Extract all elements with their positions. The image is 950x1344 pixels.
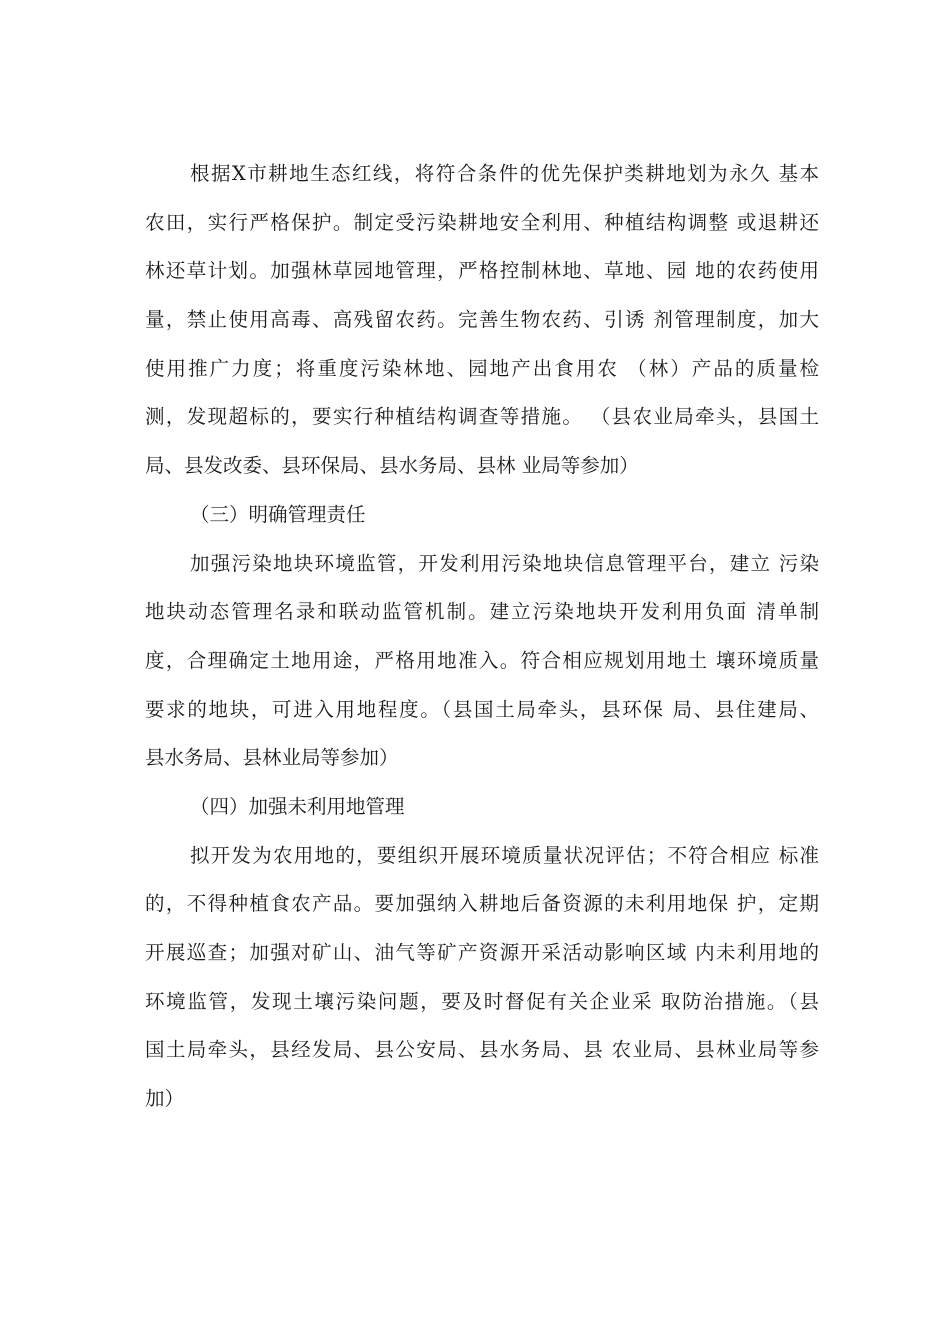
paragraph-line: 国土局牵头，县经发局、县公安局、县水务局、县 农业局、县林业局等参 xyxy=(145,1038,819,1062)
paragraph-line: 农田，实行严格保护。制定受污染耕地安全利用、种植结构调整 或退耕还 xyxy=(145,210,819,234)
paragraph-contaminated-land xyxy=(145,540,819,783)
section-heading-unused-land: （四）加强未利用地管理 xyxy=(190,794,405,818)
paragraph-line: 使用推广力度；将重度污染林地、园地产出食用农 （林）产品的质量检 xyxy=(145,356,819,380)
paragraph-line: 测，发现超标的，要实行种植结构调查等措施。 （县农业局牵头，县国土 xyxy=(145,405,819,429)
paragraph-line: 开展巡查；加强对矿山、油气等矿产资源开采活动影响区域 内未利用地的 xyxy=(145,941,819,964)
paragraph-line: 度，合理确定土地用途，严格用地准入。符合相应规划用地土 壤环境质量 xyxy=(145,648,819,672)
paragraph-unused-land xyxy=(145,832,819,1124)
paragraph-line: 要求的地块，可进入用地程度。（县国土局牵头，县环保 局、县住建局、 xyxy=(145,697,819,721)
paragraph-line: 的，不得种植食农产品。要加强纳入耕地后备资源的未利用地保 护，定期 xyxy=(145,892,819,916)
paragraph-line: 拟开发为农用地的，要组织开展环境质量状况评估；不符合相应 标准 xyxy=(190,843,819,867)
paragraph-line: 地块动态管理名录和联动监管机制。建立污染地块开发利用负面 清单制 xyxy=(145,600,819,624)
paragraph-farmland-protection xyxy=(145,150,819,491)
paragraph-line: 环境监管，发现土壤污染问题，要及时督促有关企业采 取防治措施。（县 xyxy=(145,989,819,1013)
document-body xyxy=(145,150,819,1124)
paragraph-line: 局、县发改委、县环保局、县水务局、县林 业局等参加） xyxy=(145,454,639,478)
paragraph-line: 量，禁止使用高毒、高残留农药。完善生物农药、引诱 剂管理制度，加大 xyxy=(145,308,819,332)
paragraph-line: 加强污染地块环境监管，开发利用污染地块信息管理平台，建立 污染 xyxy=(190,551,819,575)
paragraph-line: 林还草计划。加强林草园地管理，严格控制林地、草地、园 地的农药使用 xyxy=(145,259,819,283)
section-heading-clarify-responsibility: （三）明确管理责任 xyxy=(190,502,366,526)
paragraph-line: 根据X市耕地生态红线，将符合条件的优先保护类耕地划为永久 基本 xyxy=(190,162,819,185)
paragraph-line: 加） xyxy=(145,1087,185,1111)
paragraph-line: 县水务局、县林业局等参加） xyxy=(145,746,399,770)
